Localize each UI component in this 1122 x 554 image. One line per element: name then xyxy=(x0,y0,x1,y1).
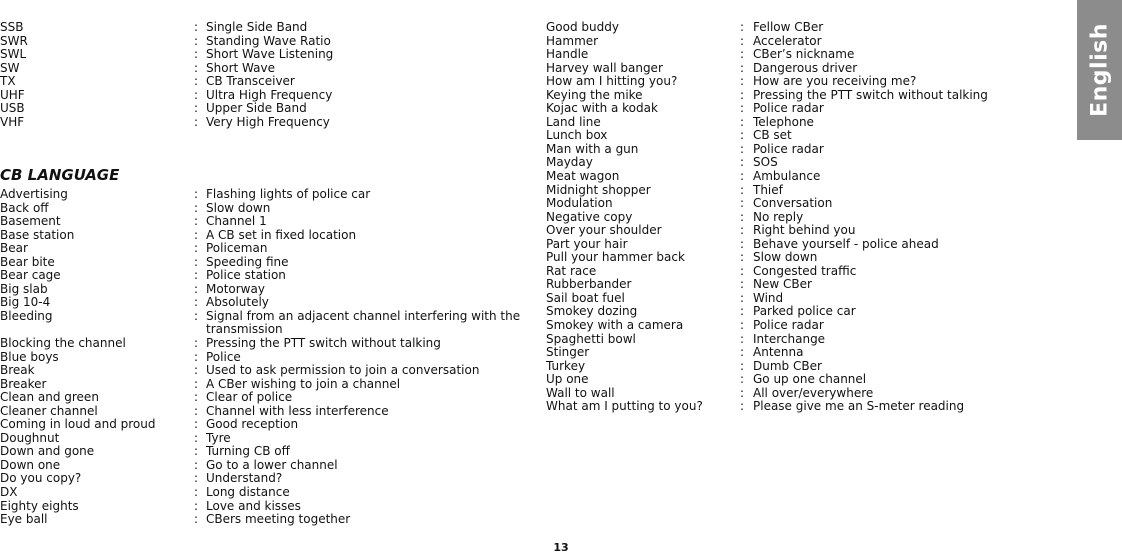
glossary-separator: : xyxy=(194,390,199,405)
glossary-separator: : xyxy=(194,227,199,242)
glossary-row xyxy=(0,283,530,297)
glossary-meaning: No reply xyxy=(753,209,804,224)
glossary-row xyxy=(0,35,530,49)
glossary-meaning: Behave yourself - police ahead xyxy=(753,236,939,251)
glossary-separator: : xyxy=(740,47,745,62)
glossary-term: Lunch box xyxy=(546,128,608,143)
glossary-row xyxy=(0,62,530,76)
glossary-term: Coming in loud and proud xyxy=(0,417,156,432)
glossary-row xyxy=(0,310,530,337)
glossary-row xyxy=(0,269,530,283)
glossary-separator: : xyxy=(740,277,745,292)
glossary-meaning: All over/everywhere xyxy=(753,385,874,400)
glossary-meaning: Fellow CBer xyxy=(753,20,824,34)
glossary-separator: : xyxy=(194,430,199,445)
glossary-term: USB xyxy=(0,101,25,116)
glossary-row xyxy=(0,391,530,405)
glossary-separator: : xyxy=(740,33,745,48)
glossary-term: Big 10-4 xyxy=(0,295,51,310)
glossary-separator: : xyxy=(740,223,745,238)
glossary-row xyxy=(0,102,530,116)
glossary-meaning: Long distance xyxy=(206,485,290,500)
glossary-row xyxy=(546,278,1006,292)
glossary-meaning: CB Transceiver xyxy=(206,74,295,89)
glossary-row xyxy=(0,364,530,378)
glossary-meaning: Police radar xyxy=(753,318,824,333)
glossary-term: Man with a gun xyxy=(546,141,639,156)
glossary-separator: : xyxy=(740,74,745,89)
glossary-term: Part your hair xyxy=(546,236,628,251)
cb-language-list-right xyxy=(546,21,1006,414)
glossary-separator: : xyxy=(740,331,745,346)
glossary-meaning: Parked police car xyxy=(753,304,856,319)
glossary-meaning: Policeman xyxy=(206,241,268,256)
glossary-term: Modulation xyxy=(546,196,613,211)
glossary-term: Bear xyxy=(0,241,28,256)
glossary-separator: : xyxy=(194,200,199,215)
glossary-term: Keying the mike xyxy=(546,87,643,102)
glossary-term: Over your shoulder xyxy=(546,223,662,238)
page-number: 13 xyxy=(553,541,569,554)
glossary-term: DX xyxy=(0,485,18,500)
glossary-meaning: Interchange xyxy=(753,331,826,346)
glossary-term: Smokey dozing xyxy=(546,304,638,319)
glossary-meaning: CBer’s nickname xyxy=(753,47,855,62)
glossary-term: Break xyxy=(0,363,35,378)
glossary-term: Smokey with a camera xyxy=(546,318,684,333)
glossary-separator: : xyxy=(740,263,745,278)
glossary-term: Cleaner channel xyxy=(0,403,98,418)
glossary-term: Harvey wall banger xyxy=(546,60,663,75)
glossary-separator: : xyxy=(194,281,199,296)
glossary-row xyxy=(0,378,530,392)
glossary-row xyxy=(546,333,1006,347)
glossary-row xyxy=(0,432,530,446)
glossary-meaning: Short Wave Listening xyxy=(206,47,334,62)
glossary-separator: : xyxy=(740,141,745,156)
glossary-term: SWL xyxy=(0,47,27,62)
glossary-separator: : xyxy=(194,33,199,48)
glossary-term: How am I hitting you? xyxy=(546,74,678,89)
glossary-term: SWR xyxy=(0,33,28,48)
glossary-term: TX xyxy=(0,74,16,89)
glossary-separator: : xyxy=(194,187,199,201)
glossary-meaning: Thief xyxy=(753,182,783,197)
glossary-term: Eye ball xyxy=(0,512,48,527)
glossary-meaning: Right behind you xyxy=(753,223,856,238)
glossary-separator: : xyxy=(194,20,199,34)
glossary-row xyxy=(0,459,530,473)
glossary-row xyxy=(0,242,530,256)
glossary-row xyxy=(546,156,1006,170)
glossary-meaning: Dumb CBer xyxy=(753,358,822,373)
glossary-row xyxy=(546,387,1006,401)
glossary-separator: : xyxy=(194,498,199,513)
glossary-term: Rubberbander xyxy=(546,277,632,292)
glossary-separator: : xyxy=(194,241,199,256)
glossary-separator: : xyxy=(194,308,199,323)
glossary-meaning: Absolutely xyxy=(206,295,269,310)
glossary-row xyxy=(0,337,530,351)
glossary-row xyxy=(0,48,530,62)
glossary-separator: : xyxy=(740,20,745,34)
glossary-term: VHF xyxy=(0,114,25,129)
abbreviation-list xyxy=(0,21,530,129)
glossary-row xyxy=(546,251,1006,265)
glossary-meaning: Antenna xyxy=(753,345,804,360)
glossary-term: Eighty eights xyxy=(0,498,79,513)
glossary-meaning: A CB set in fixed location xyxy=(206,227,357,242)
glossary-meaning: Tyre xyxy=(206,430,231,445)
glossary-separator: : xyxy=(194,403,199,418)
glossary-term: Handle xyxy=(546,47,589,62)
glossary-meaning: Pressing the PTT switch without talking xyxy=(206,336,441,351)
glossary-separator: : xyxy=(194,349,199,364)
glossary-meaning: Pressing the PTT switch without talking xyxy=(753,87,988,102)
glossary-term: Doughnut xyxy=(0,430,60,445)
glossary-term: Wall to wall xyxy=(546,385,615,400)
glossary-row xyxy=(546,75,1006,89)
glossary-row xyxy=(0,296,530,310)
glossary-term: Breaker xyxy=(0,376,47,391)
glossary-row xyxy=(546,21,1006,35)
glossary-row xyxy=(0,351,530,365)
glossary-meaning: Turning CB off xyxy=(206,444,290,459)
glossary-meaning: SOS xyxy=(753,155,778,170)
glossary-term: Blue boys xyxy=(0,349,59,364)
glossary-meaning: Please give me an S-meter reading xyxy=(753,399,965,414)
glossary-term: Basement xyxy=(0,214,61,229)
glossary-separator: : xyxy=(740,182,745,197)
glossary-meaning: Very High Frequency xyxy=(206,114,330,129)
glossary-separator: : xyxy=(194,336,199,351)
glossary-separator: : xyxy=(194,60,199,75)
glossary-meaning: Police xyxy=(206,349,241,364)
glossary-separator: : xyxy=(194,254,199,269)
glossary-row xyxy=(0,486,530,500)
glossary-meaning: Police radar xyxy=(753,101,824,116)
left-column xyxy=(0,20,530,527)
glossary-separator: : xyxy=(194,87,199,102)
glossary-row xyxy=(546,360,1006,374)
glossary-separator: : xyxy=(740,372,745,387)
glossary-separator: : xyxy=(194,114,199,129)
glossary-row xyxy=(546,292,1006,306)
glossary-meaning: Slow down xyxy=(206,200,271,215)
glossary-term: Negative copy xyxy=(546,209,633,224)
cb-language-list-left xyxy=(0,188,530,527)
glossary-separator: : xyxy=(194,214,199,229)
glossary-row xyxy=(546,346,1006,360)
glossary-separator: : xyxy=(740,250,745,265)
glossary-term: Good buddy xyxy=(546,20,619,34)
glossary-term: Spaghetti bowl xyxy=(546,331,636,346)
glossary-row xyxy=(0,445,530,459)
glossary-row xyxy=(0,116,530,130)
glossary-meaning: Understand? xyxy=(206,471,283,486)
glossary-row xyxy=(546,89,1006,103)
glossary-row xyxy=(546,102,1006,116)
glossary-row xyxy=(0,418,530,432)
glossary-separator: : xyxy=(194,376,199,391)
glossary-separator: : xyxy=(194,47,199,62)
glossary-meaning: Police radar xyxy=(753,141,824,156)
glossary-row xyxy=(0,256,530,270)
glossary-term: Bear bite xyxy=(0,254,55,269)
glossary-term: Down one xyxy=(0,457,61,472)
glossary-meaning: New CBer xyxy=(753,277,812,292)
glossary-meaning: Short Wave xyxy=(206,60,275,75)
glossary-separator: : xyxy=(194,295,199,310)
glossary-separator: : xyxy=(194,471,199,486)
glossary-term: Land line xyxy=(546,114,601,129)
glossary-meaning: Channel with less interference xyxy=(206,403,389,418)
glossary-meaning: Accelerator xyxy=(753,33,822,48)
glossary-separator: : xyxy=(740,169,745,184)
glossary-row xyxy=(546,184,1006,198)
glossary-separator: : xyxy=(194,512,199,527)
glossary-separator: : xyxy=(740,304,745,319)
glossary-separator: : xyxy=(194,444,199,459)
glossary-term: Stinger xyxy=(546,345,590,360)
glossary-term: Bleeding xyxy=(0,308,53,323)
glossary-term: UHF xyxy=(0,87,25,102)
glossary-term: Meat wagon xyxy=(546,169,620,184)
glossary-separator: : xyxy=(194,417,199,432)
glossary-meaning: CB set xyxy=(753,128,792,143)
glossary-meaning: Good reception xyxy=(206,417,299,432)
glossary-row xyxy=(0,405,530,419)
glossary-meaning: Police station xyxy=(206,268,286,283)
glossary-meaning: Motorway xyxy=(206,281,265,296)
language-tab-label: English xyxy=(1087,23,1112,117)
glossary-term: Clean and green xyxy=(0,390,99,405)
glossary-separator: : xyxy=(740,318,745,333)
glossary-separator: : xyxy=(194,268,199,283)
glossary-row xyxy=(546,224,1006,238)
glossary-separator: : xyxy=(194,363,199,378)
glossary-separator: : xyxy=(740,358,745,373)
glossary-term: Pull your hammer back xyxy=(546,250,685,265)
glossary-meaning: Single Side Band xyxy=(206,20,308,34)
glossary-row xyxy=(0,500,530,514)
glossary-separator: : xyxy=(740,345,745,360)
glossary-row xyxy=(0,188,530,202)
glossary-term: Up one xyxy=(546,372,589,387)
glossary-row xyxy=(546,129,1006,143)
glossary-separator: : xyxy=(740,87,745,102)
glossary-meaning: Flashing lights of police car xyxy=(206,187,371,201)
glossary-meaning: Ultra High Frequency xyxy=(206,87,333,102)
glossary-row xyxy=(0,513,530,527)
glossary-row xyxy=(546,197,1006,211)
glossary-row xyxy=(0,472,530,486)
glossary-term: Rat race xyxy=(546,263,597,278)
glossary-term: Advertising xyxy=(0,187,68,201)
glossary-separator: : xyxy=(740,128,745,143)
glossary-row xyxy=(546,62,1006,76)
glossary-row xyxy=(546,400,1006,414)
glossary-separator: : xyxy=(740,101,745,116)
glossary-separator: : xyxy=(740,60,745,75)
glossary-term: Kojac with a kodak xyxy=(546,101,658,116)
glossary-separator: : xyxy=(740,155,745,170)
glossary-separator: : xyxy=(194,457,199,472)
glossary-row xyxy=(0,202,530,216)
section-title: CB LANGUAGE xyxy=(0,166,120,184)
glossary-meaning: Slow down xyxy=(753,250,818,265)
glossary-row xyxy=(546,143,1006,157)
glossary-meaning: Congested traffic xyxy=(753,263,857,278)
glossary-row xyxy=(0,215,530,229)
glossary-term: Big slab xyxy=(0,281,48,296)
glossary-meaning: Go up one channel xyxy=(753,372,867,387)
glossary-meaning: Standing Wave Ratio xyxy=(206,33,331,48)
glossary-term: Turkey xyxy=(546,358,586,373)
glossary-row xyxy=(0,89,530,103)
glossary-term: Base station xyxy=(0,227,75,242)
glossary-separator: : xyxy=(740,399,745,414)
glossary-meaning: Upper Side Band xyxy=(206,101,307,116)
glossary-row xyxy=(546,116,1006,130)
glossary-separator: : xyxy=(740,236,745,251)
glossary-separator: : xyxy=(740,209,745,224)
glossary-meaning: Used to ask permission to join a conversation xyxy=(206,363,480,378)
glossary-separator: : xyxy=(740,114,745,129)
glossary-meaning: Love and kisses xyxy=(206,498,301,513)
glossary-row xyxy=(546,48,1006,62)
glossary-row xyxy=(546,211,1006,225)
glossary-meaning: Clear of police xyxy=(206,390,293,405)
glossary-term: Midnight shopper xyxy=(546,182,651,197)
glossary-term: Sail boat fuel xyxy=(546,290,625,305)
glossary-row xyxy=(546,35,1006,49)
glossary-term: SW xyxy=(0,60,20,75)
glossary-term: Bear cage xyxy=(0,268,61,283)
glossary-meaning: Ambulance xyxy=(753,169,821,184)
glossary-row xyxy=(546,170,1006,184)
glossary-term: Mayday xyxy=(546,155,593,170)
glossary-term: Down and gone xyxy=(0,444,95,459)
glossary-meaning: Dangerous driver xyxy=(753,60,858,75)
glossary-row xyxy=(0,21,530,35)
glossary-meaning: Signal from an adjacent channel interfering with the transmission xyxy=(206,308,521,337)
glossary-meaning: CBers meeting together xyxy=(206,512,351,527)
glossary-separator: : xyxy=(194,101,199,116)
glossary-row xyxy=(546,319,1006,333)
glossary-meaning: Telephone xyxy=(753,114,814,129)
glossary-separator: : xyxy=(194,74,199,89)
glossary-meaning: How are you receiving me? xyxy=(753,74,917,89)
glossary-separator: : xyxy=(740,385,745,400)
glossary-meaning: Go to a lower channel xyxy=(206,457,338,472)
glossary-row xyxy=(546,305,1006,319)
glossary-row xyxy=(546,238,1006,252)
language-tab xyxy=(1077,0,1122,140)
glossary-term: Blocking the channel xyxy=(0,336,126,351)
glossary-term: Hammer xyxy=(546,33,599,48)
glossary-meaning: A CBer wishing to join a channel xyxy=(206,376,401,391)
glossary-row xyxy=(0,229,530,243)
glossary-term: What am I putting to you? xyxy=(546,399,703,414)
glossary-meaning: Speeding fine xyxy=(206,254,289,269)
glossary-term: Do you copy? xyxy=(0,471,82,486)
glossary-separator: : xyxy=(740,196,745,211)
glossary-meaning: Wind xyxy=(753,290,784,305)
glossary-row xyxy=(0,75,530,89)
glossary-row xyxy=(546,265,1006,279)
glossary-separator: : xyxy=(194,485,199,500)
glossary-separator: : xyxy=(740,290,745,305)
glossary-meaning: Conversation xyxy=(753,196,833,211)
glossary-term: Back off xyxy=(0,200,49,215)
glossary-row xyxy=(546,373,1006,387)
glossary-meaning: Channel 1 xyxy=(206,214,267,229)
glossary-term: SSB xyxy=(0,20,24,34)
